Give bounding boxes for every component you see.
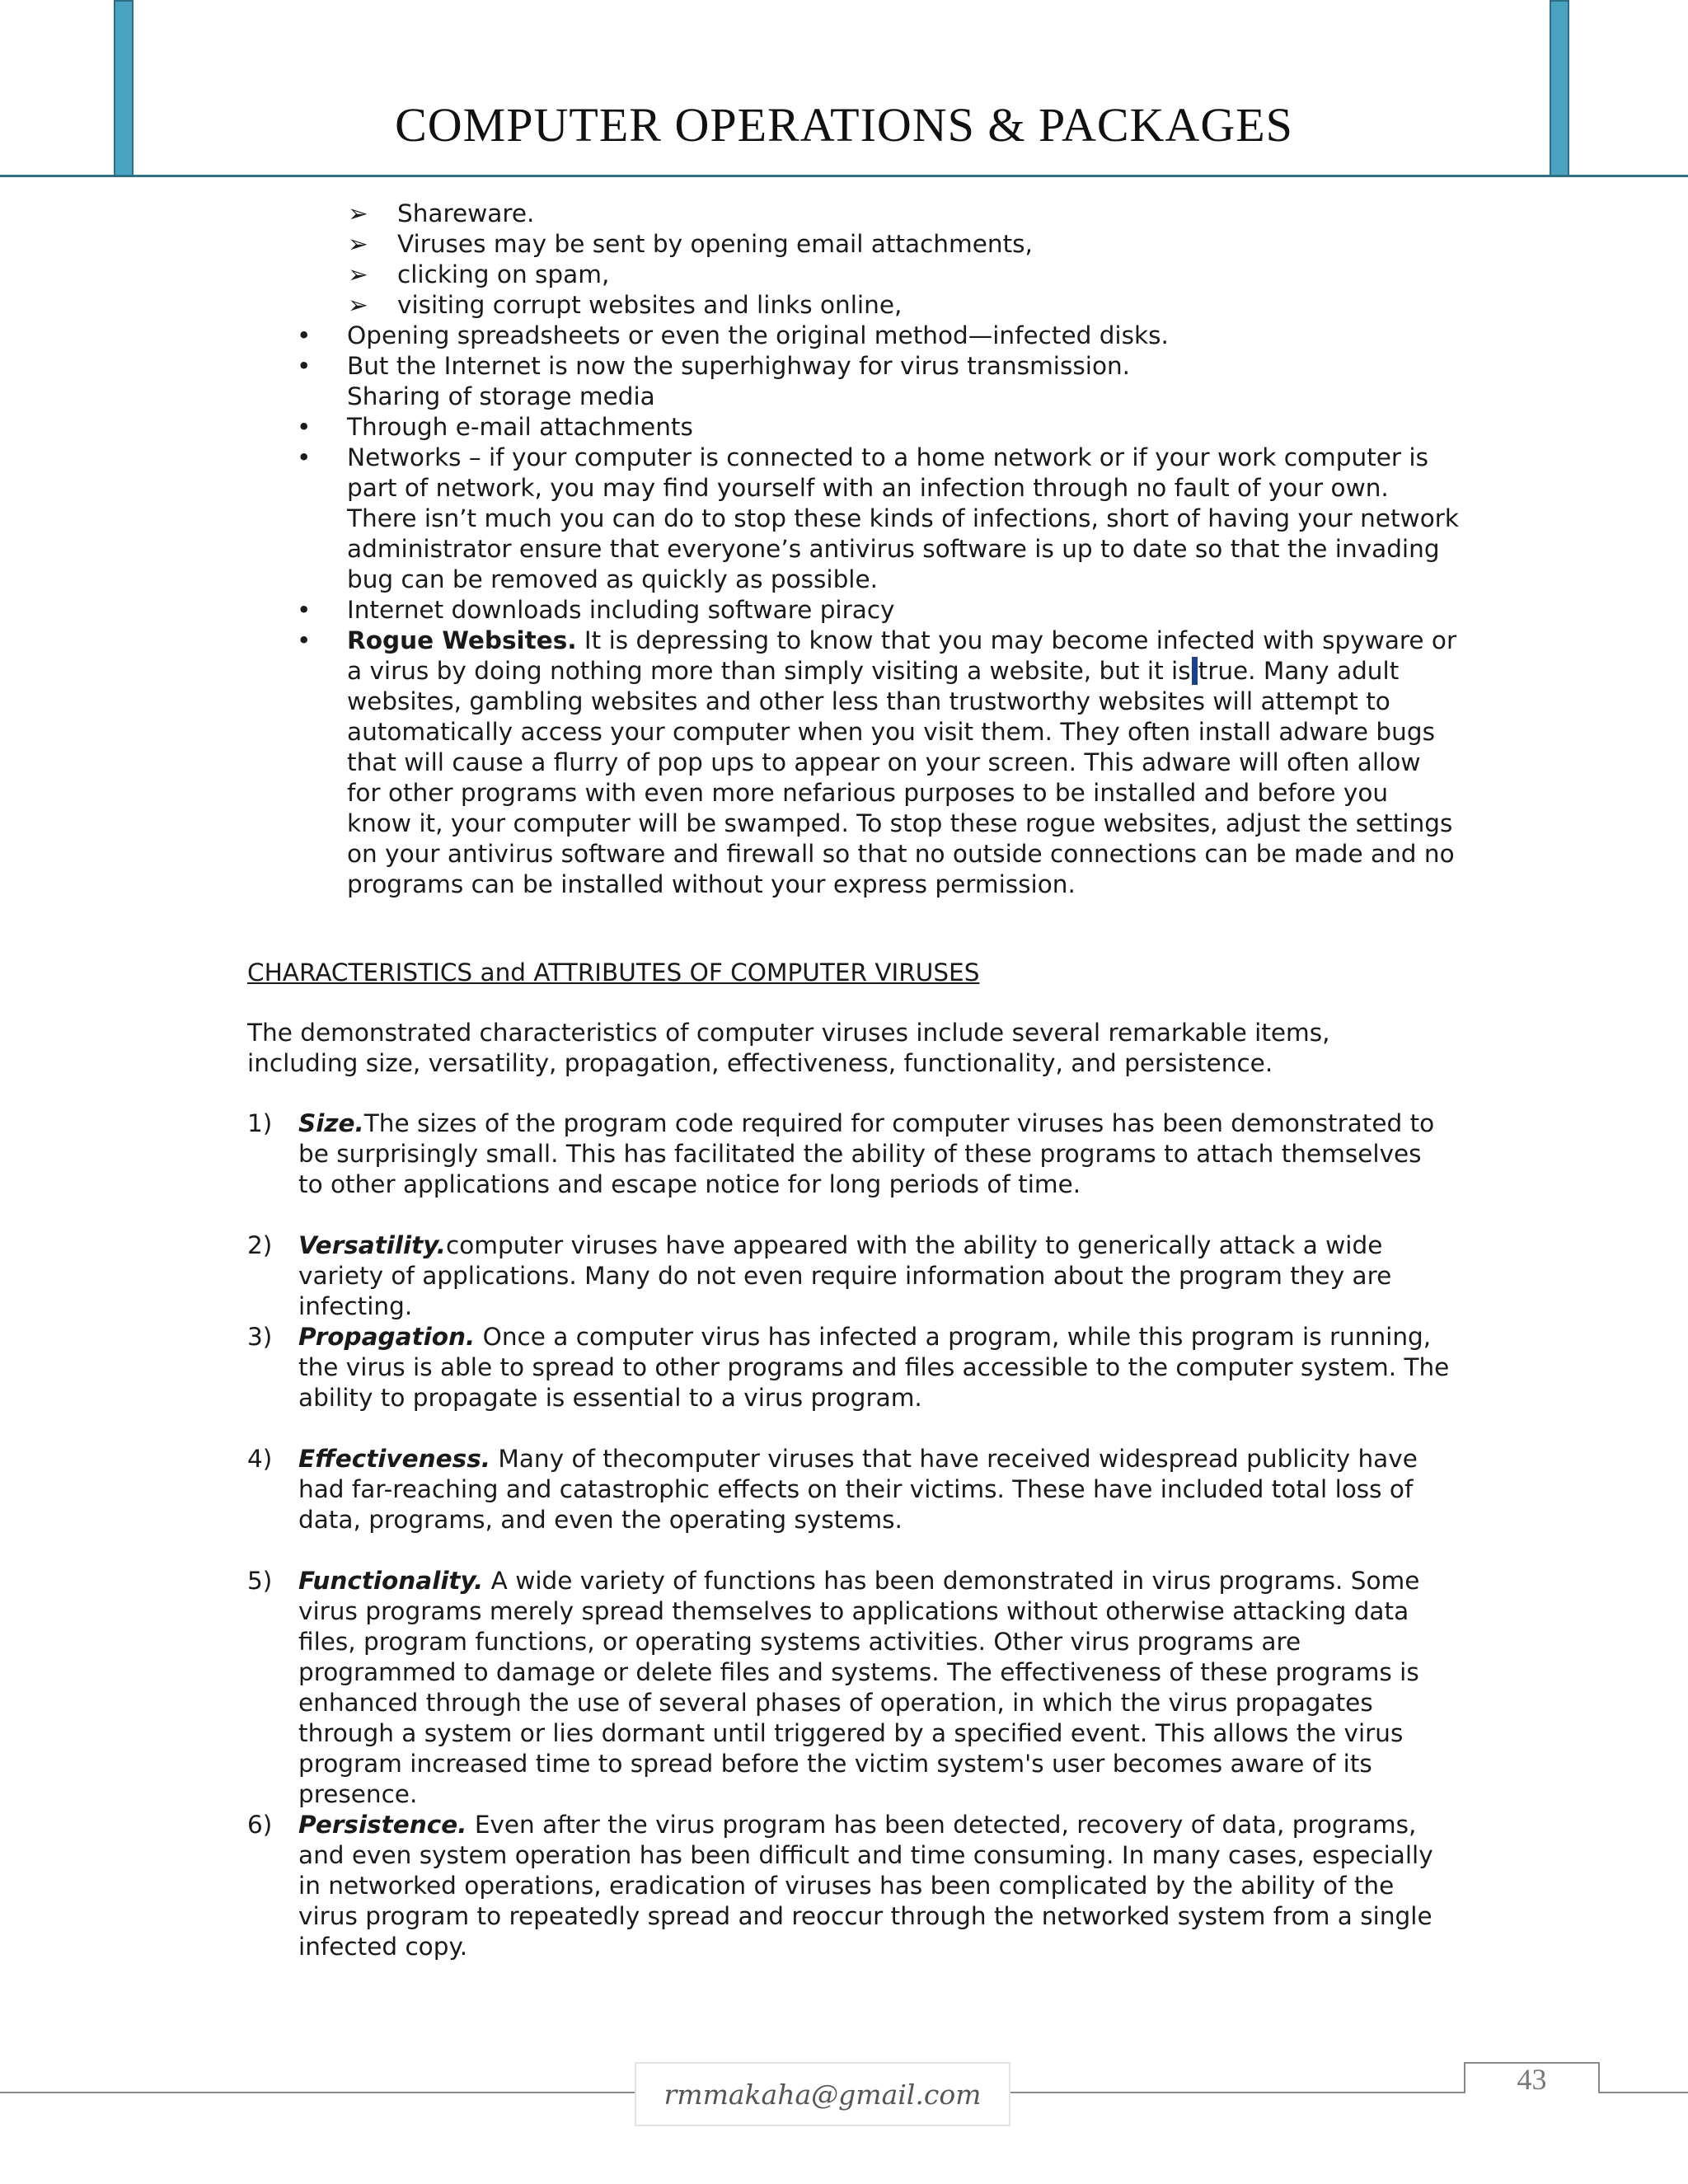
list-item-text: Opening spreadsheets or even the original method—infected disks. bbox=[347, 321, 1169, 349]
header-rule bbox=[0, 175, 1688, 177]
bullet-dot-icon: • bbox=[297, 596, 312, 624]
list-item-text: clicking on spam, bbox=[397, 260, 610, 288]
list-item-text: Internet downloads including software piracy bbox=[347, 596, 895, 624]
arrow-bullet-icon: ➢ bbox=[348, 291, 368, 319]
arrow-bullet-icon: ➢ bbox=[348, 230, 368, 258]
page-number: 43 bbox=[1464, 2062, 1600, 2093]
document-title: COMPUTER OPERATIONS & PACKAGES bbox=[395, 98, 1293, 152]
term-rogue-websites: Rogue Websites. bbox=[347, 626, 577, 654]
list-item-text: Networks – if your computer is connected to a home network or if your work computer is part of network, you may find yourself with an infection through no fault of your own. There isn’t much you can do to stop these kinds of infections, short of having your network administrator ensure that everyone’s antivirus software is up to date so that the invading bug can be removed as quickly as possible. bbox=[347, 443, 1459, 593]
arrow-bullet-icon: ➢ bbox=[348, 199, 368, 227]
footer-rule-left bbox=[0, 2092, 635, 2093]
list-item-text: Sharing of storage media bbox=[347, 382, 655, 410]
list-item-text: visiting corrupt websites and links online, bbox=[397, 291, 903, 319]
bullet-dot-icon: • bbox=[297, 443, 312, 471]
arrow-bullet-icon: ➢ bbox=[348, 260, 368, 288]
footer-rule-middle bbox=[1010, 2092, 1464, 2093]
list-item-text: But the Internet is now the superhighway for virus transmission. bbox=[347, 352, 1131, 380]
bullet-dot-icon: • bbox=[297, 413, 312, 441]
list-item-text: Shareware. bbox=[397, 199, 535, 227]
footer-rule-right bbox=[1600, 2092, 1688, 2093]
bullet-dot-icon: • bbox=[297, 626, 312, 654]
bullet-dot-icon: • bbox=[297, 321, 312, 349]
bullet-dot-icon: • bbox=[297, 352, 312, 380]
list-item-text: Rogue Websites. It is depressing to know that you may become infected with spyware or a virus by doing nothing more than simply visiting a website, but it is true. Many adult websites, gambling websites and other less than trustworthy websites will attempt to automatically access your computer when you visit them. They often install adware bugs that will cause a flurry of pop ups to appear on your screen. This adware will often allow for other programs with even more nefarious purposes to be installed and before you know it, your computer will be swamped. To stop these rogue websites, adjust the settings on your antivirus software and firewall so that no outside connections can be made and no programs can be installed without your express permission. bbox=[347, 626, 1457, 898]
intro-paragraph: The demonstrated characteristics of computer viruses include several remarkable items, including size, versatility, propagation, effectiveness, functionality, and persistence. bbox=[247, 1019, 1330, 1077]
footer-email: rmmakaha@gmail.com bbox=[635, 2062, 1010, 2126]
text-cursor bbox=[1192, 657, 1198, 685]
section-heading: CHARACTERISTICS and ATTRIBUTES OF COMPUTER VIRUSES bbox=[247, 958, 980, 987]
list-item-text: Through e-mail attachments bbox=[347, 413, 693, 441]
list-item-text: Viruses may be sent by opening email attachments, bbox=[397, 230, 1033, 258]
